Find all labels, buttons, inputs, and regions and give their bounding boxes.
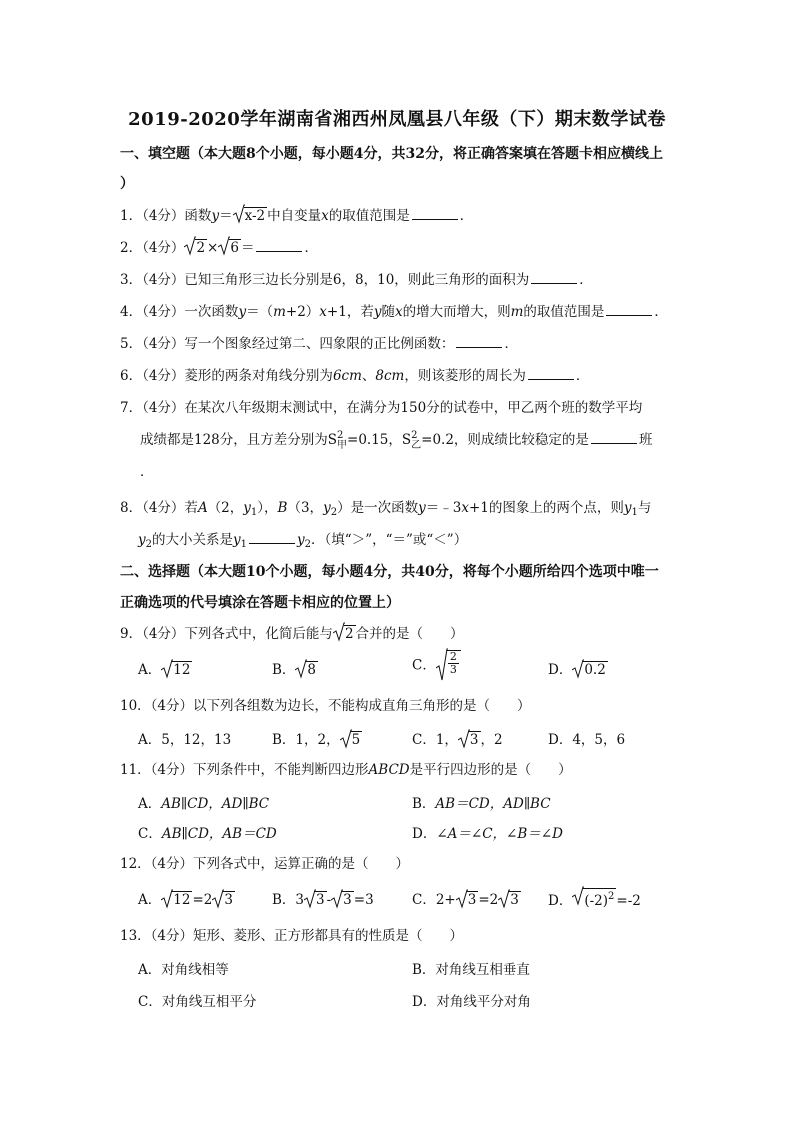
q10-B: B．1，2， — [272, 732, 340, 748]
q8-c: ）， — [257, 500, 278, 516]
q12-option-a — [138, 888, 235, 908]
q8-xv: x — [461, 500, 469, 516]
q2-end: ． — [304, 240, 318, 256]
q7-line2end: 班 — [638, 432, 653, 448]
q12-Dsup: 2 — [608, 891, 615, 902]
q8-y1sub: 1 — [250, 507, 258, 518]
q9-r: 2 — [344, 626, 354, 642]
q5-text: 5．（4分）写一个图象经过第二、四象限的正比例函数： — [120, 336, 455, 352]
q10-B-sqrt — [340, 731, 363, 748]
answer-blank — [256, 238, 302, 252]
answer-blank — [591, 430, 637, 444]
q12-Bm: - — [326, 892, 332, 908]
q4-d: +1，若 — [326, 304, 374, 320]
q8-B: B — [277, 500, 288, 516]
q2-radicand-2: 6 — [230, 240, 239, 256]
question-4 — [120, 302, 668, 322]
q12-Br: 3 — [316, 892, 325, 908]
q8-b: （2， — [207, 500, 244, 516]
q12-Br2: 3 — [343, 892, 352, 908]
q10-Ce: ，2 — [480, 732, 503, 748]
q6-v1: 6cm — [332, 368, 362, 384]
q8-g: +1的图象上的两个点，则 — [468, 500, 624, 516]
q8-y2sub: 2 — [330, 507, 338, 518]
q12-D: D． — [548, 893, 573, 909]
q8-line2dsub: 2 — [304, 539, 312, 550]
q11-B1: B． — [412, 796, 436, 812]
q8-a: 8．（4分）若 — [120, 500, 198, 516]
answer-blank — [606, 302, 652, 316]
question-13: 13．（4分）矩形、菱形、正方形都具有的性质是（ ） — [120, 928, 464, 944]
q3-end: ． — [579, 272, 593, 288]
q7-s2: S — [401, 432, 412, 448]
q8-line2d: y — [297, 532, 305, 548]
q9-option-b — [272, 658, 318, 678]
q13-option-d: D．对角线平分对角 — [412, 994, 531, 1010]
q6-c: ，则该菱形的周长为 — [404, 368, 526, 384]
q2-radicand-1: 2 — [196, 240, 206, 256]
q4-b: ＝（ — [246, 304, 274, 320]
q4-x2: x — [394, 304, 403, 320]
q9-B-sqrt — [295, 661, 318, 678]
q11-Di: ∠A＝∠C，∠B＝∠D — [436, 826, 563, 842]
q4-y2: y — [373, 304, 382, 320]
section2-heading-cont: 正确选项的代号填涂在答题卡相应的位置上） — [120, 595, 400, 611]
q4-g: 的取值范围是 — [523, 304, 605, 320]
q12-Deq: =-2 — [616, 893, 641, 909]
q9-D: D． — [548, 662, 573, 678]
q12-option-c — [412, 888, 521, 908]
q11-Ai: AB∥CD，AD∥BC — [161, 796, 270, 812]
q11-C1: C． — [138, 826, 162, 842]
q7-s1val: =0.15， — [347, 432, 402, 448]
q7-s1sup: 2 — [337, 429, 344, 441]
q8-line2a: y — [138, 532, 146, 548]
q13-option-a: A．对角线相等 — [138, 962, 229, 978]
q12-C: C．2+ — [412, 892, 456, 908]
q1-var: y — [211, 208, 220, 224]
answer-blank — [412, 206, 458, 220]
q7-line2a: 成绩都是128分，且方差分别为 — [140, 432, 328, 448]
q11-Ci: AB∥CD，AB＝CD — [161, 826, 277, 842]
q9-D-sqrt — [572, 661, 607, 678]
q2-radical-1 — [184, 238, 207, 258]
q2-prefix: 2．（4分） — [120, 240, 185, 256]
q1-radical — [233, 206, 268, 226]
q12-D-sqrt — [572, 888, 616, 909]
q12-Beq: =3 — [353, 892, 374, 908]
q6-a: 6．（4分）菱形的两条对角线分别为 — [120, 368, 333, 384]
q2-eq: ＝ — [240, 240, 255, 256]
question-8 — [120, 498, 651, 523]
variance-jia — [327, 429, 402, 451]
q11-a: 11．（4分）下列条件中，不能判断四边形 — [120, 762, 369, 778]
q9-b: 合并的是（ ） — [355, 626, 464, 642]
q9-Cden: 3 — [449, 663, 457, 676]
question-3 — [120, 270, 593, 290]
q9-B: B． — [272, 662, 296, 678]
q10-Cr: 3 — [469, 732, 479, 748]
q8-h: 与 — [637, 500, 652, 516]
q2-radical-2 — [218, 238, 241, 258]
q12-A-sqrt — [161, 891, 192, 908]
q9-C-sqrt — [436, 650, 461, 676]
q11-D1: D． — [412, 826, 437, 842]
q8-d: （3， — [287, 500, 324, 516]
q9-radical — [333, 624, 356, 644]
question-5 — [120, 334, 518, 354]
q6-end: ． — [575, 368, 590, 384]
q10-option-c — [412, 728, 503, 748]
q11-b: 是平行四边形的是（ ） — [409, 762, 572, 778]
q9-Ar: 12 — [173, 662, 191, 678]
q8-line2b: 的大小关系是 — [152, 532, 234, 548]
answer-blank — [528, 366, 574, 380]
q10-C: C．1， — [412, 732, 458, 748]
question-11 — [120, 760, 572, 780]
q8-A: A — [197, 500, 208, 516]
q8-line2e: ．（填“＞”，“＝”或“＜”） — [311, 532, 468, 548]
q1-text: 中自变量 — [267, 208, 322, 224]
q8-line2asub: 2 — [145, 539, 153, 550]
q12-B: B．3 — [272, 892, 305, 908]
answer-blank — [456, 334, 502, 348]
q8-y1b: y — [623, 500, 632, 516]
q1-tail: 的取值范围是 — [328, 208, 410, 224]
q9-a: 9．（4分）下列各式中，化简后能与 — [120, 626, 333, 642]
question-9 — [120, 624, 464, 644]
q12-Ar2: 3 — [224, 892, 233, 908]
q9-A: A． — [138, 662, 162, 678]
q12-Dr: (-2) — [584, 893, 609, 909]
q11-Bi: AB＝CD，AD∥BC — [435, 796, 551, 812]
q8-y1bsub: 1 — [631, 507, 638, 518]
q7-s2sup: 2 — [411, 429, 418, 441]
q4-m2: m — [510, 304, 524, 320]
q12-C-sqrt — [456, 891, 479, 908]
q3-text: 3．（4分）已知三角形三边长分别是6，8，10，则此三角形的面积为 — [120, 272, 530, 288]
q10-C-sqrt — [458, 731, 481, 748]
q4-end: ． — [654, 304, 668, 320]
q4-a: 4．（4分）一次函数 — [120, 304, 239, 320]
q9-Br: 8 — [307, 662, 317, 678]
q13-option-c: C．对角线互相平分 — [138, 994, 257, 1010]
q11-option-b — [412, 792, 551, 812]
q9-Dr: 0.2 — [584, 662, 606, 678]
q1-radicand: x-2 — [244, 208, 266, 224]
section1-heading-cont: ） — [120, 176, 134, 192]
q12-A: A． — [138, 892, 162, 908]
q9-C: C． — [412, 657, 436, 674]
q1-eq: ＝ — [219, 208, 233, 224]
q8-f: ＝﹣3 — [425, 500, 462, 516]
q11-option-a — [138, 792, 269, 812]
q12-Aeq: =2 — [192, 892, 213, 908]
question-12: 12．（4分）下列各式中，运算正确的是（ ） — [120, 856, 410, 872]
q1-prefix: 1．（4分）函数 — [120, 208, 212, 224]
q12-Cr2: 3 — [510, 892, 519, 908]
q8-e: ）是一次函数 — [337, 500, 419, 516]
q6-b: 、 — [361, 368, 376, 384]
q8-line2csub: 1 — [240, 539, 248, 550]
question-8-cont — [138, 530, 467, 555]
question-7: 7．（4分）在某次八年级期末测试中，在满分为150分的试卷中，甲乙两个班的数学平均 — [120, 400, 643, 416]
q10-Br: 5 — [351, 732, 361, 748]
q9-option-c — [412, 650, 461, 676]
q6-v2: 8cm — [375, 368, 405, 384]
q7-s2sub: 乙 — [411, 439, 422, 451]
q12-Ceq: =2 — [478, 892, 499, 908]
question-7-end: ． — [140, 464, 154, 480]
q7-s1: S — [327, 432, 338, 448]
answer-blank — [249, 530, 295, 544]
q5-end: ． — [504, 336, 518, 352]
q4-m: m — [273, 304, 286, 320]
section1-heading: 一、填空题（本大题8个小题，每小题4分，共32分，将正确答案填在答题卡相应横线上 — [120, 146, 663, 162]
q12-option-d — [548, 888, 641, 909]
q8-y2: y — [323, 500, 331, 516]
q1-end: ． — [459, 208, 474, 224]
q4-y: y — [238, 304, 247, 320]
q12-B-sqrt-2 — [331, 891, 354, 908]
question-2 — [120, 238, 318, 258]
q12-C-sqrt-2 — [498, 891, 521, 908]
answer-blank — [531, 270, 577, 284]
q9-A-sqrt — [161, 661, 192, 678]
q11-A1: A． — [138, 796, 162, 812]
q13-option-b: B．对角线互相垂直 — [412, 962, 530, 978]
q9-Cnum: 2 — [449, 650, 457, 663]
q9-option-a — [138, 658, 192, 678]
page-title: 2019-2020学年湖南省湘西州凤凰县八年级（下）期末数学试卷 — [128, 109, 666, 130]
q11-abcd: ABCD — [368, 762, 410, 778]
q1-x: x — [321, 208, 329, 224]
q8-line2c: y — [233, 532, 241, 548]
q7-s2val: =0.2，则成绩比较稳定的是 — [421, 432, 589, 448]
q10-option-b — [272, 728, 362, 748]
question-10: 10．（4分）以下列各组数为边长，不能构成直角三角形的是（ ） — [120, 698, 531, 714]
q4-e: 随 — [381, 304, 395, 320]
section2-heading: 二、选择题（本大题10个小题，每小题4分，共40分，将每个小题所给四个选项中唯一 — [120, 564, 659, 580]
q9-option-d — [548, 658, 608, 678]
q12-B-sqrt — [304, 891, 327, 908]
q12-A-sqrt-2 — [212, 891, 235, 908]
q4-c: +2） — [285, 304, 320, 320]
q7-s1sub: 甲 — [337, 439, 348, 451]
question-7-cont — [140, 430, 652, 451]
q8-yv: y — [418, 500, 426, 516]
q10-option-a: A．5，12，13 — [138, 732, 232, 748]
q10-option-d: D．4，5，6 — [548, 732, 626, 748]
q8-y1: y — [243, 500, 251, 516]
variance-yi — [401, 429, 589, 451]
q12-Ar: 12 — [173, 892, 191, 908]
question-1 — [120, 206, 473, 226]
q4-f: 的增大而增大，则 — [402, 304, 511, 320]
question-6 — [120, 366, 589, 386]
q2-times: × — [207, 240, 219, 256]
q12-option-b — [272, 888, 374, 908]
q11-option-d — [412, 822, 563, 842]
q12-Cr: 3 — [467, 892, 477, 908]
q4-x: x — [319, 304, 327, 320]
q11-option-c — [138, 822, 277, 842]
